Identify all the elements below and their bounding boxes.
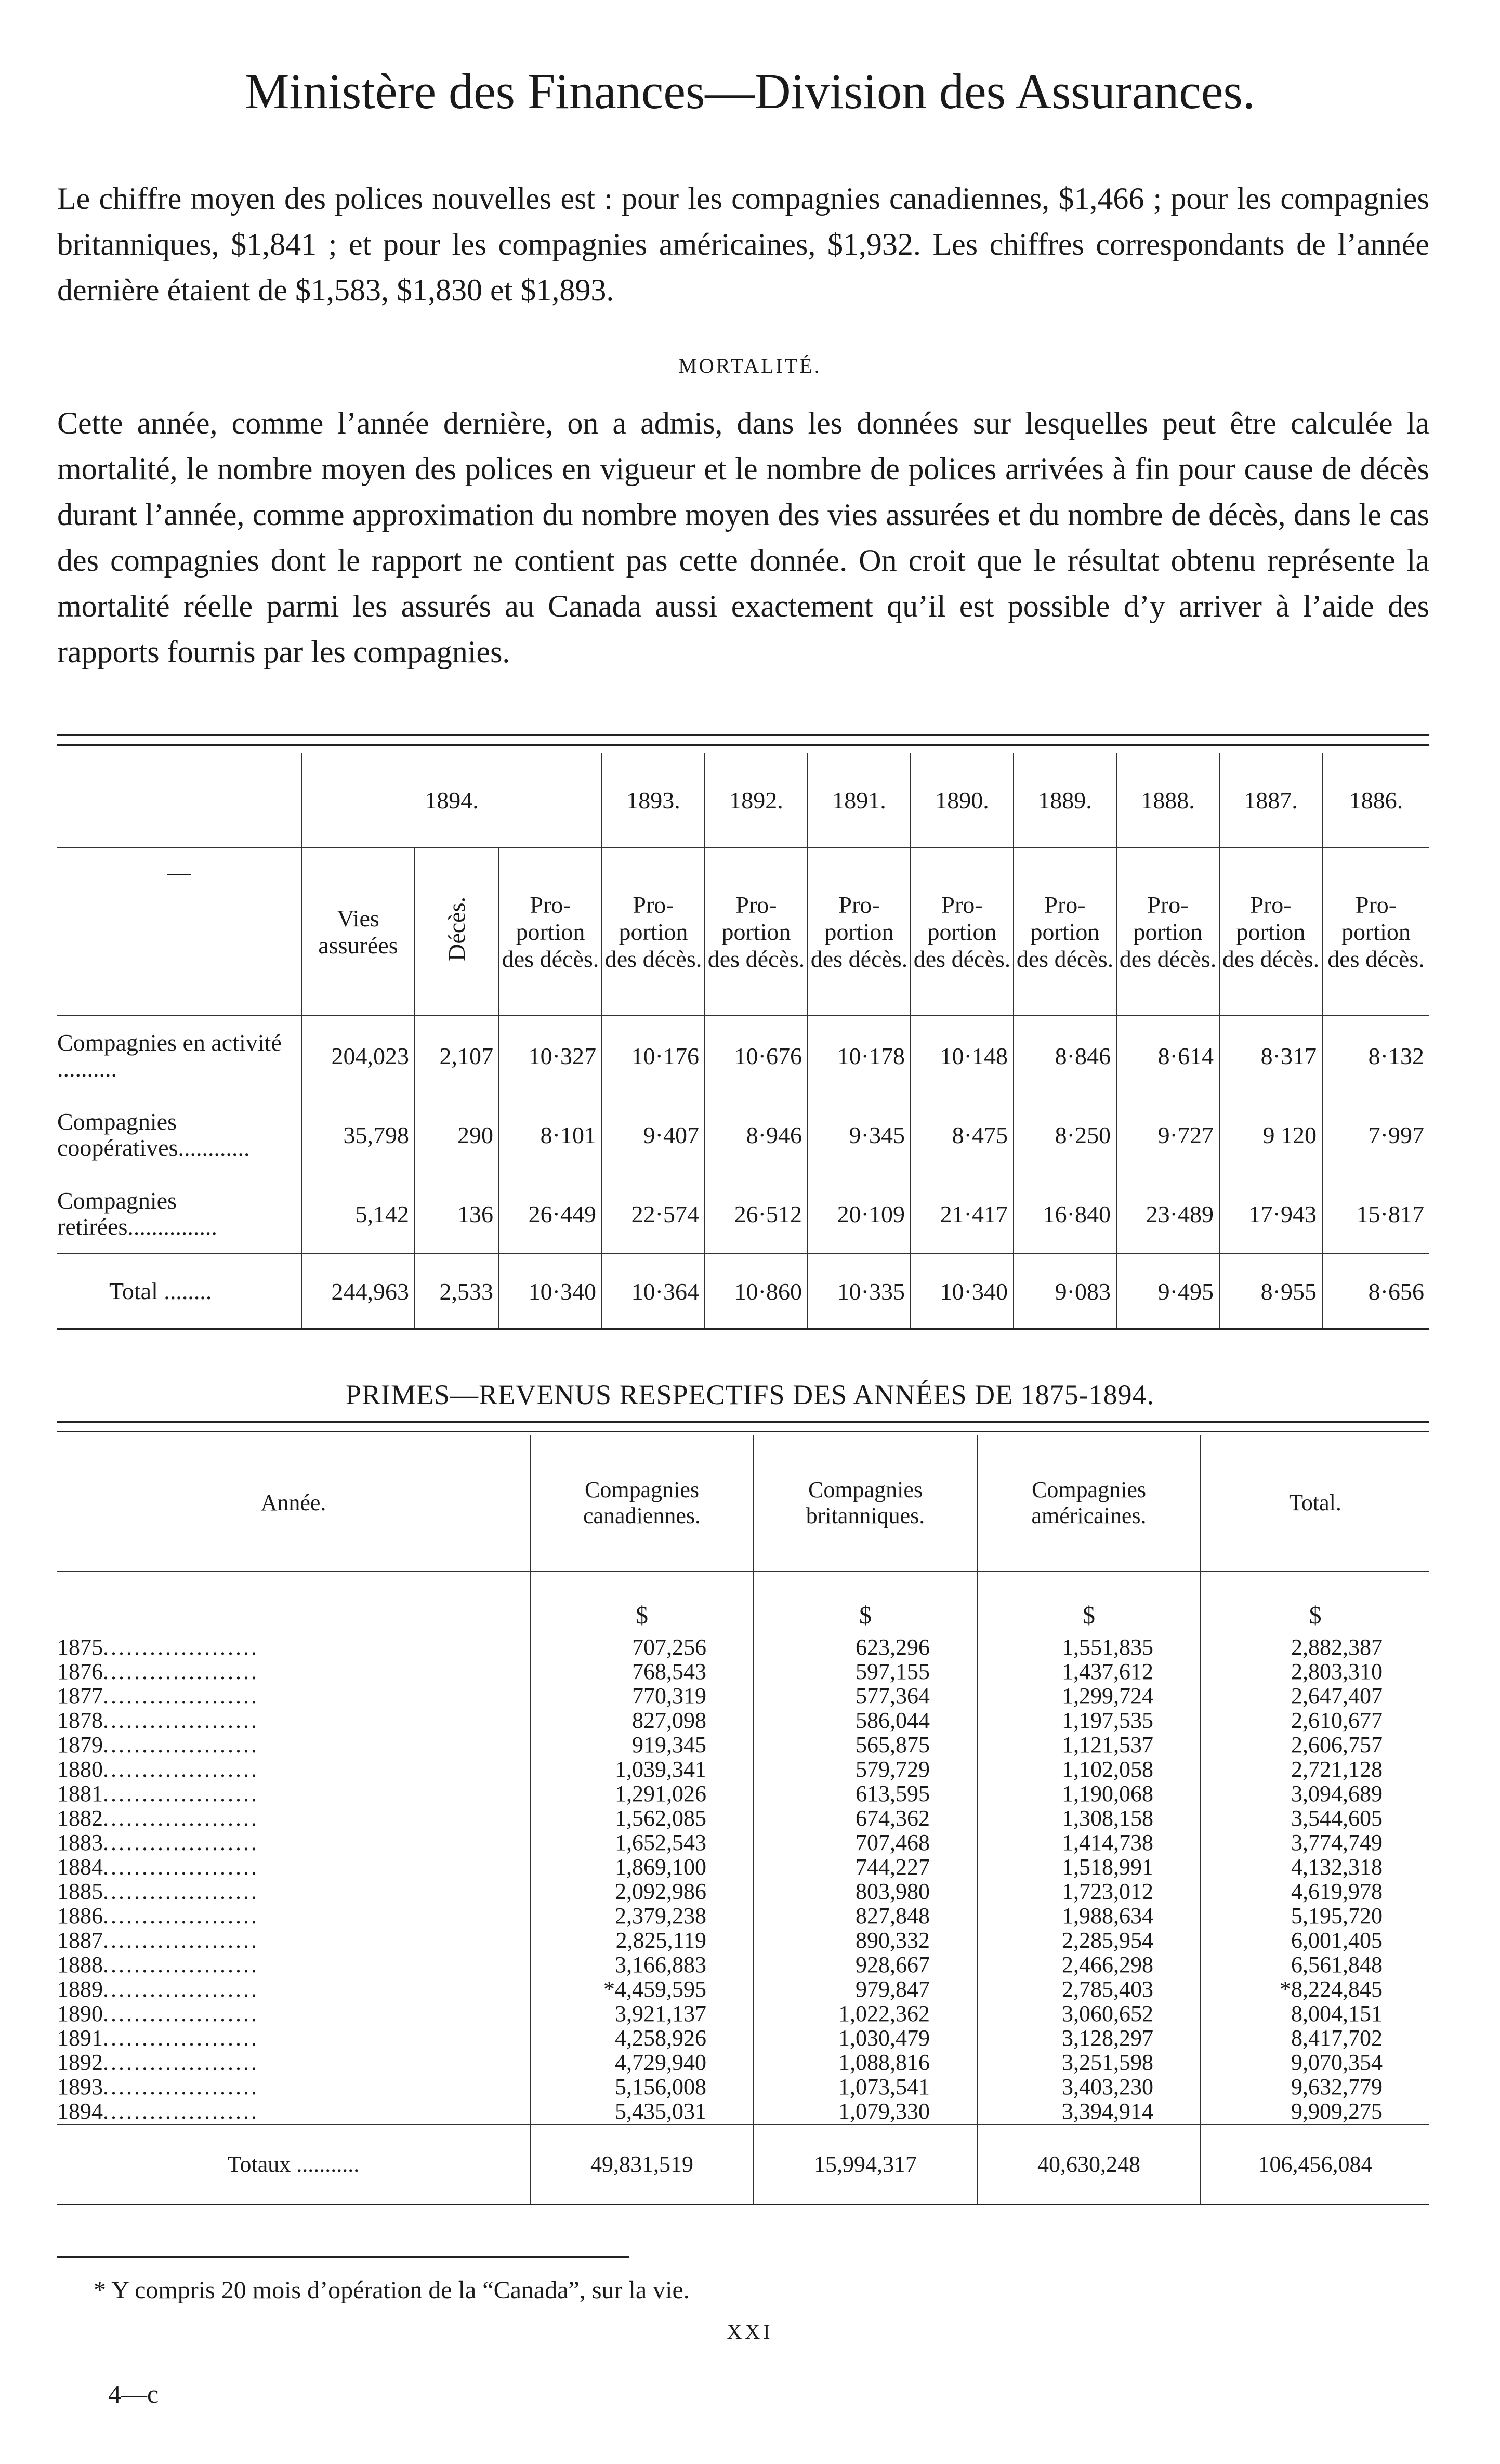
year-cell bbox=[57, 1855, 530, 1879]
canadiennes-cell: 4,729,940 bbox=[530, 2050, 754, 2075]
year-header-1892: 1892. bbox=[705, 753, 808, 848]
table-row bbox=[57, 2026, 1429, 2050]
total-cell: 2,606,757 bbox=[1201, 1733, 1429, 1757]
proportion-cell: 20·109 bbox=[808, 1174, 911, 1254]
header-canadiennes: Compagnies canadiennes. bbox=[530, 1435, 754, 1571]
canadiennes-cell: 2,379,238 bbox=[530, 1904, 754, 1928]
total-label: Total ........ bbox=[57, 1254, 301, 1329]
primes-table bbox=[57, 1435, 1429, 2205]
year-cell bbox=[57, 1635, 530, 1659]
rule-top-2 bbox=[57, 744, 1429, 746]
total-cell: 2,721,128 bbox=[1201, 1757, 1429, 1781]
table-row bbox=[57, 1733, 1429, 1757]
year-label: 1881 bbox=[57, 1781, 103, 1806]
table-row bbox=[57, 1659, 1429, 1684]
rule-primes-1 bbox=[57, 1421, 1429, 1423]
britanniques-cell: 577,364 bbox=[754, 1684, 977, 1708]
total-cell: 9,632,779 bbox=[1201, 2075, 1429, 2099]
britanniques-cell: 928,667 bbox=[754, 1952, 977, 1977]
year-label: 1876 bbox=[57, 1659, 103, 1684]
total-cell: 5,195,720 bbox=[1201, 1904, 1429, 1928]
americaines-cell: 2,466,298 bbox=[977, 1952, 1201, 1977]
proportion-cell: 9·345 bbox=[808, 1095, 911, 1174]
footnote: * Y compris 20 mois d’opération de la “Canada”, sur la vie. bbox=[94, 2276, 690, 2304]
canadiennes-cell: 3,166,883 bbox=[530, 1952, 754, 1977]
year-header-1894: 1894. bbox=[301, 753, 602, 848]
canadiennes-cell: 2,092,986 bbox=[530, 1879, 754, 1904]
table-row bbox=[57, 1684, 1429, 1708]
header-americaines: Compagnies américaines. bbox=[977, 1435, 1201, 1571]
total-cell: 2,610,677 bbox=[1201, 1708, 1429, 1733]
table-row bbox=[57, 1904, 1429, 1928]
total-cell: 9,070,354 bbox=[1201, 2050, 1429, 2075]
table-row bbox=[57, 1635, 1429, 1659]
proportion-cell: 10·176 bbox=[602, 1016, 705, 1095]
proportion-cell: 10·676 bbox=[705, 1016, 808, 1095]
table-row bbox=[57, 2050, 1429, 2075]
unit-dollar: $ bbox=[1201, 1571, 1429, 1635]
proportion-cell: 21·417 bbox=[911, 1174, 1014, 1254]
page-code: 4—c bbox=[108, 2379, 159, 2408]
year-cell bbox=[57, 2026, 530, 2050]
proportion-header: Pro- portion des décès. bbox=[1014, 848, 1116, 1016]
americaines-cell: 2,785,403 bbox=[977, 1977, 1201, 2001]
total-cell: 2,647,407 bbox=[1201, 1684, 1429, 1708]
canadiennes-cell: 1,869,100 bbox=[530, 1855, 754, 1879]
britanniques-cell: 623,296 bbox=[754, 1635, 977, 1659]
proportion-header: Pro- portion des décès. bbox=[705, 848, 808, 1016]
year-label: 1882 bbox=[57, 1805, 103, 1831]
table-row bbox=[57, 1830, 1429, 1855]
americaines-cell: 1,551,835 bbox=[977, 1635, 1201, 1659]
year-label: 1878 bbox=[57, 1708, 103, 1733]
header-britanniques: Compagnies britanniques. bbox=[754, 1435, 977, 1571]
americaines-cell: 1,299,724 bbox=[977, 1684, 1201, 1708]
total-row bbox=[57, 1254, 1429, 1329]
total-cell: 2,882,387 bbox=[1201, 1635, 1429, 1659]
canadiennes-cell: 707,256 bbox=[530, 1635, 754, 1659]
proportion-cell: 9·495 bbox=[1116, 1254, 1219, 1329]
proportion-cell: 8·317 bbox=[1219, 1016, 1322, 1095]
americaines-cell: 1,988,634 bbox=[977, 1904, 1201, 1928]
year-label: 1893 bbox=[57, 2074, 103, 2100]
leader-dots: .................... bbox=[103, 1659, 259, 1684]
americaines-cell: 1,723,012 bbox=[977, 1879, 1201, 1904]
year-cell bbox=[57, 1928, 530, 1952]
leader-dots: .................... bbox=[103, 1757, 259, 1782]
britanniques-cell: 565,875 bbox=[754, 1733, 977, 1757]
americaines-cell: 3,060,652 bbox=[977, 2001, 1201, 2026]
mortality-paragraph: Cette année, comme l’année dernière, on a admis, dans les données sur lesquelles peut être calculée la mortalité, le nombre moyen des polices en vigueur et le nombre de polices arrivées à fin pour cause de décès durant l’année, comme approximation du nombre moyen des vies assurées et du nombre de décès, dans le cas des compagnies dont le rapport ne contient pas cette donnée. On croit que le résultat obtenu représente la mortalité réelle parmi les assurés au Canada aussi exactement qu’il est possible d’y arriver à l’aide des rapports fournis par les compagnies. bbox=[57, 406, 1429, 669]
total-cell: 3,774,749 bbox=[1201, 1830, 1429, 1855]
proportion-cell: 10·178 bbox=[808, 1016, 911, 1095]
table-row bbox=[57, 1016, 1429, 1095]
table-row bbox=[57, 2075, 1429, 2099]
americaines-cell: 1,437,612 bbox=[977, 1659, 1201, 1684]
proportion-cell: 15·817 bbox=[1322, 1174, 1429, 1254]
britanniques-cell: 579,729 bbox=[754, 1757, 977, 1781]
britanniques-cell: 744,227 bbox=[754, 1855, 977, 1879]
proportion-cell: 23·489 bbox=[1116, 1174, 1219, 1254]
year-label: 1891 bbox=[57, 2025, 103, 2051]
proportion-cell: 10·148 bbox=[911, 1016, 1014, 1095]
britanniques-cell: 586,044 bbox=[754, 1708, 977, 1733]
britanniques-cell: 803,980 bbox=[754, 1879, 977, 1904]
table-row bbox=[57, 1781, 1429, 1806]
americaines-cell: 3,128,297 bbox=[977, 2026, 1201, 2050]
year-cell bbox=[57, 1806, 530, 1830]
deces-cell: 2,533 bbox=[415, 1254, 499, 1329]
proportion-header: Pro- portion des décès. bbox=[602, 848, 705, 1016]
row-label: Compagnies en activité .......... bbox=[57, 1029, 282, 1082]
leader-dots: .................... bbox=[103, 1952, 259, 1977]
britanniques-cell: 674,362 bbox=[754, 1806, 977, 1830]
header-total: Total. bbox=[1201, 1435, 1429, 1571]
footnote-rule bbox=[57, 2256, 629, 2258]
total-cell: 8,417,702 bbox=[1201, 2026, 1429, 2050]
year-label: 1886 bbox=[57, 1903, 103, 1929]
year-label: 1880 bbox=[57, 1757, 103, 1782]
total-cell: 3,544,605 bbox=[1201, 1806, 1429, 1830]
year-header-1891: 1891. bbox=[808, 753, 911, 848]
year-label: 1884 bbox=[57, 1854, 103, 1880]
deces-cell: 136 bbox=[415, 1174, 499, 1254]
proportion-cell: 8·475 bbox=[911, 1095, 1014, 1174]
unit-row bbox=[57, 1571, 1429, 1635]
year-cell bbox=[57, 1781, 530, 1806]
leader-dots: .................... bbox=[103, 1805, 259, 1831]
proportion-cell: 22·574 bbox=[602, 1174, 705, 1254]
canadiennes-cell: 5,435,031 bbox=[530, 2099, 754, 2124]
britanniques-cell: 1,088,816 bbox=[754, 2050, 977, 2075]
table-row bbox=[57, 2001, 1429, 2026]
leader-dots: .................... bbox=[103, 2074, 259, 2100]
proportion-header: Pro- portion des décès. bbox=[499, 848, 602, 1016]
britanniques-cell: 1,079,330 bbox=[754, 2099, 977, 2124]
unit-dollar: $ bbox=[754, 1571, 977, 1635]
vies-cell: 204,023 bbox=[301, 1016, 415, 1095]
canadiennes-cell: 768,543 bbox=[530, 1659, 754, 1684]
total-cell: 6,561,848 bbox=[1201, 1952, 1429, 1977]
header-annee: Année. bbox=[57, 1435, 530, 1571]
proportion-cell: 10·364 bbox=[602, 1254, 705, 1329]
year-cell bbox=[57, 2075, 530, 2099]
proportion-cell: 8·132 bbox=[1322, 1016, 1429, 1095]
britanniques-cell: 890,332 bbox=[754, 1928, 977, 1952]
canadiennes-cell: 3,921,137 bbox=[530, 2001, 754, 2026]
year-header-1893: 1893. bbox=[602, 753, 705, 848]
year-label: 1885 bbox=[57, 1879, 103, 1904]
proportion-header: Pro- portion des décès. bbox=[808, 848, 911, 1016]
proportion-cell: 8·656 bbox=[1322, 1254, 1429, 1329]
leader-dots: .................... bbox=[103, 2001, 259, 2026]
totals-row bbox=[57, 2124, 1429, 2205]
vies-assurees-header: Vies assurées bbox=[301, 848, 415, 1016]
year-label: 1894 bbox=[57, 2099, 103, 2124]
americaines-cell: 1,121,537 bbox=[977, 1733, 1201, 1757]
canadiennes-cell: 2,825,119 bbox=[530, 1928, 754, 1952]
totals-britanniques: 15,994,317 bbox=[754, 2124, 977, 2205]
leader-dots: .................... bbox=[103, 1854, 259, 1880]
year-cell bbox=[57, 2001, 530, 2026]
year-cell bbox=[57, 1977, 530, 2001]
americaines-cell: 3,403,230 bbox=[977, 2075, 1201, 2099]
proportion-cell: 9·727 bbox=[1116, 1095, 1219, 1174]
year-header-1888: 1888. bbox=[1116, 753, 1219, 848]
year-cell bbox=[57, 1904, 530, 1928]
britanniques-cell: 827,848 bbox=[754, 1904, 977, 1928]
year-header-1887: 1887. bbox=[1219, 753, 1322, 848]
leader-dots: .................... bbox=[103, 1903, 259, 1929]
deces-header-label: Décès. bbox=[443, 897, 470, 961]
americaines-cell: 1,190,068 bbox=[977, 1781, 1201, 1806]
proportion-cell: 26·449 bbox=[499, 1174, 602, 1254]
deces-cell: 2,107 bbox=[415, 1016, 499, 1095]
total-cell: 4,132,318 bbox=[1201, 1855, 1429, 1879]
table-row bbox=[57, 1174, 1429, 1254]
total-cell: 9,909,275 bbox=[1201, 2099, 1429, 2124]
year-cell bbox=[57, 1879, 530, 1904]
year-header-1889: 1889. bbox=[1014, 753, 1116, 848]
leader-dots: .................... bbox=[103, 1708, 259, 1733]
totals-canadiennes: 49,831,519 bbox=[530, 2124, 754, 2205]
page-number: XXI bbox=[727, 2320, 773, 2343]
corner-cell bbox=[57, 753, 301, 848]
primes-body bbox=[57, 1635, 1429, 2124]
row-label: Compagnies retirées............... bbox=[57, 1187, 217, 1240]
table-row bbox=[57, 1952, 1429, 1977]
leader-dots: .................... bbox=[103, 2025, 259, 2051]
year-header-row bbox=[57, 753, 1429, 848]
britanniques-cell: 1,022,362 bbox=[754, 2001, 977, 2026]
proportion-header: Pro- portion des décès. bbox=[1116, 848, 1219, 1016]
unit-dollar: $ bbox=[977, 1571, 1201, 1635]
proportion-cell: 10·340 bbox=[499, 1254, 602, 1329]
americaines-cell: 1,102,058 bbox=[977, 1757, 1201, 1781]
table-row bbox=[57, 1806, 1429, 1830]
proportion-cell: 9·407 bbox=[602, 1095, 705, 1174]
leader-dots: .................... bbox=[103, 2099, 259, 2124]
table-row bbox=[57, 1708, 1429, 1733]
leader-dots: .................... bbox=[103, 1683, 259, 1709]
canadiennes-cell: 1,291,026 bbox=[530, 1781, 754, 1806]
proportion-cell: 16·840 bbox=[1014, 1174, 1116, 1254]
table-row bbox=[57, 1928, 1429, 1952]
year-label: 1888 bbox=[57, 1952, 103, 1977]
leader-dots: .................... bbox=[103, 1928, 259, 1953]
leader-dots: .................... bbox=[103, 1732, 259, 1758]
vies-cell: 35,798 bbox=[301, 1095, 415, 1174]
deces-cell: 290 bbox=[415, 1095, 499, 1174]
canadiennes-cell: 827,098 bbox=[530, 1708, 754, 1733]
total-cell: 6,001,405 bbox=[1201, 1928, 1429, 1952]
proportion-cell: 10·335 bbox=[808, 1254, 911, 1329]
americaines-cell: 1,197,535 bbox=[977, 1708, 1201, 1733]
proportion-cell: 8·846 bbox=[1014, 1016, 1116, 1095]
subheader-row bbox=[57, 848, 1429, 1016]
year-label: 1890 bbox=[57, 2001, 103, 2026]
year-label: 1892 bbox=[57, 2050, 103, 2075]
table-row bbox=[57, 1977, 1429, 2001]
americaines-cell: 3,394,914 bbox=[977, 2099, 1201, 2124]
britanniques-cell: 979,847 bbox=[754, 1977, 977, 2001]
row-label: Compagnies coopératives............ bbox=[57, 1108, 250, 1161]
year-header-1886: 1886. bbox=[1322, 753, 1429, 848]
year-cell bbox=[57, 2099, 530, 2124]
canadiennes-cell: 770,319 bbox=[530, 1684, 754, 1708]
britanniques-cell: 613,595 bbox=[754, 1781, 977, 1806]
americaines-cell: 3,251,598 bbox=[977, 2050, 1201, 2075]
total-cell: 3,094,689 bbox=[1201, 1781, 1429, 1806]
mortality-table bbox=[57, 753, 1429, 1330]
total-cell: 2,803,310 bbox=[1201, 1659, 1429, 1684]
canadiennes-cell: 1,039,341 bbox=[530, 1757, 754, 1781]
year-cell bbox=[57, 2050, 530, 2075]
corner-dash: — bbox=[57, 848, 301, 1016]
rule-primes-2 bbox=[57, 1431, 1429, 1432]
proportion-cell: 7·997 bbox=[1322, 1095, 1429, 1174]
vies-cell: 244,963 bbox=[301, 1254, 415, 1329]
leader-dots: .................... bbox=[103, 1634, 259, 1660]
proportion-cell: 10·327 bbox=[499, 1016, 602, 1095]
table-row bbox=[57, 2099, 1429, 2124]
canadiennes-cell: *4,459,595 bbox=[530, 1977, 754, 2001]
table-row bbox=[57, 1095, 1429, 1174]
britanniques-cell: 1,073,541 bbox=[754, 2075, 977, 2099]
proportion-header: Pro- portion des décès. bbox=[911, 848, 1014, 1016]
proportion-cell: 8·955 bbox=[1219, 1254, 1322, 1329]
year-cell bbox=[57, 1708, 530, 1733]
leader-dots: .................... bbox=[103, 1879, 259, 1904]
intro-paragraph: Le chiffre moyen des polices nouvelles est : pour les compagnies canadiennes, $1,466 ; pour les compagnies britanniques, $1,841 ; et pour les compagnies américaines, $1,932. Les chiffres correspondants de l’année dernière étaient de $1,583, $1,830 et $1,893. bbox=[57, 181, 1429, 307]
unit-blank bbox=[57, 1571, 530, 1635]
vies-cell: 5,142 bbox=[301, 1174, 415, 1254]
leader-dots: .................... bbox=[103, 1830, 259, 1855]
britanniques-cell: 1,030,479 bbox=[754, 2026, 977, 2050]
proportion-cell: 9 120 bbox=[1219, 1095, 1322, 1174]
canadiennes-cell: 5,156,008 bbox=[530, 2075, 754, 2099]
year-label: 1879 bbox=[57, 1732, 103, 1758]
canadiennes-cell: 4,258,926 bbox=[530, 2026, 754, 2050]
unit-dollar: $ bbox=[530, 1571, 754, 1635]
year-cell bbox=[57, 1757, 530, 1781]
canadiennes-cell: 919,345 bbox=[530, 1733, 754, 1757]
proportion-cell: 9·083 bbox=[1014, 1254, 1116, 1329]
totals-total: 106,456,084 bbox=[1201, 2124, 1429, 2205]
proportion-cell: 8·101 bbox=[499, 1095, 602, 1174]
leader-dots: .................... bbox=[103, 2050, 259, 2075]
year-label: 1875 bbox=[57, 1634, 103, 1660]
year-cell bbox=[57, 1733, 530, 1757]
proportion-cell: 26·512 bbox=[705, 1174, 808, 1254]
americaines-cell: 1,518,991 bbox=[977, 1855, 1201, 1879]
year-cell bbox=[57, 1952, 530, 1977]
proportion-header: Pro- portion des décès. bbox=[1219, 848, 1322, 1016]
section-heading-mortalite: MORTALITÉ. bbox=[678, 354, 822, 377]
americaines-cell: 1,414,738 bbox=[977, 1830, 1201, 1855]
year-cell bbox=[57, 1684, 530, 1708]
year-label: 1883 bbox=[57, 1830, 103, 1855]
year-label: 1889 bbox=[57, 1976, 103, 2002]
canadiennes-cell: 1,562,085 bbox=[530, 1806, 754, 1830]
proportion-cell: 8·946 bbox=[705, 1095, 808, 1174]
year-header-1890: 1890. bbox=[911, 753, 1014, 848]
year-cell bbox=[57, 1659, 530, 1684]
primes-header-row bbox=[57, 1435, 1429, 1571]
leader-dots: .................... bbox=[103, 1781, 259, 1806]
proportion-cell: 17·943 bbox=[1219, 1174, 1322, 1254]
proportion-cell: 10·340 bbox=[911, 1254, 1014, 1329]
americaines-cell: 1,308,158 bbox=[977, 1806, 1201, 1830]
deces-header bbox=[415, 848, 499, 1016]
totals-label: Totaux ........... bbox=[57, 2124, 530, 2205]
proportion-header: Pro- portion des décès. bbox=[1322, 848, 1429, 1016]
page-title: Ministère des Finances—Division des Assurances. bbox=[245, 63, 1255, 119]
canadiennes-cell: 1,652,543 bbox=[530, 1830, 754, 1855]
year-label: 1877 bbox=[57, 1683, 103, 1709]
totals-americaines: 40,630,248 bbox=[977, 2124, 1201, 2205]
total-cell: *8,224,845 bbox=[1201, 1977, 1429, 2001]
total-cell: 8,004,151 bbox=[1201, 2001, 1429, 2026]
year-label: 1887 bbox=[57, 1928, 103, 1953]
britanniques-cell: 707,468 bbox=[754, 1830, 977, 1855]
proportion-cell: 8·250 bbox=[1014, 1095, 1116, 1174]
table-row bbox=[57, 1757, 1429, 1781]
proportion-cell: 10·860 bbox=[705, 1254, 808, 1329]
leader-dots: .................... bbox=[103, 1976, 259, 2002]
proportion-cell: 8·614 bbox=[1116, 1016, 1219, 1095]
total-cell: 4,619,978 bbox=[1201, 1879, 1429, 1904]
americaines-cell: 2,285,954 bbox=[977, 1928, 1201, 1952]
rule-top-1 bbox=[57, 734, 1429, 736]
table-row bbox=[57, 1855, 1429, 1879]
primes-section-title: PRIMES—REVENUS RESPECTIFS DES ANNÉES DE 1875-1894. bbox=[345, 1379, 1155, 1410]
britanniques-cell: 597,155 bbox=[754, 1659, 977, 1684]
table-row bbox=[57, 1879, 1429, 1904]
year-cell bbox=[57, 1830, 530, 1855]
